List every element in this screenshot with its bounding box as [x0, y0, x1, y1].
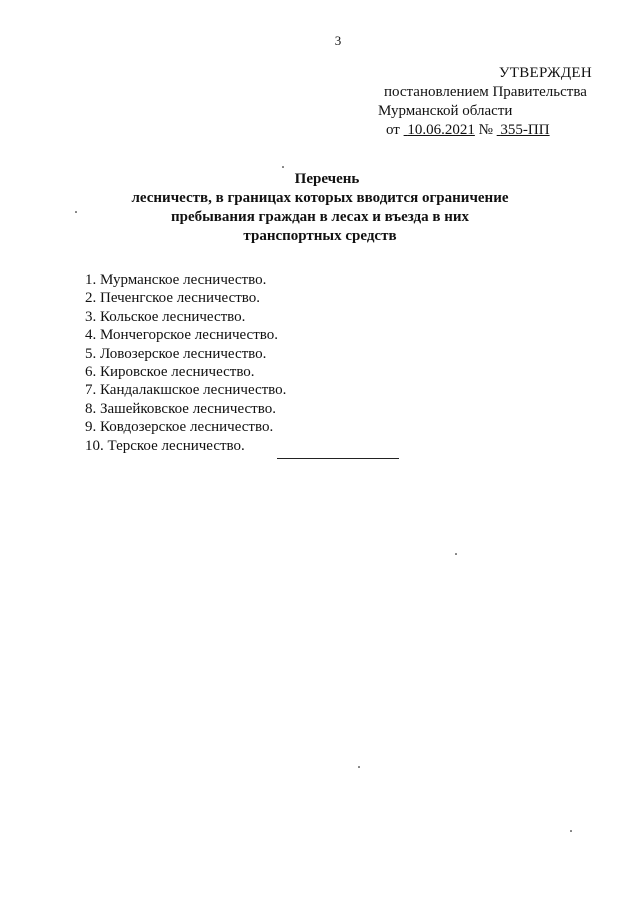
forestry-list [85, 271, 505, 455]
list-item: 6. Кировское лесничество. [85, 364, 255, 381]
list-item: 5. Ловозерское лесничество. [85, 345, 267, 362]
list-item: 3. Кольское лесничество. [85, 308, 246, 325]
scan-speck [455, 553, 457, 555]
scan-speck [358, 766, 360, 768]
page-number: 3 [334, 33, 342, 48]
approving-organization: Мурманской области [378, 103, 513, 119]
approved-by: постановлением Правительства [384, 84, 587, 100]
list-item: 4. Мончегорское лесничество. [85, 327, 278, 344]
document-title [0, 170, 640, 246]
date-prefix: от [386, 122, 400, 138]
approval-stamp-block [360, 64, 592, 140]
title-line: лесничеств, в границах которых вводится ограничение [131, 190, 509, 206]
list-item: 2. Печенгское лесничество. [85, 290, 261, 307]
number-sign: № [478, 122, 493, 138]
list-item: 1. Мурманское лесничество. [85, 272, 267, 288]
approved-label: УТВЕРЖДЕН [498, 65, 592, 81]
title-heading: Перечень [294, 171, 360, 187]
resolution-number: 355-ПП [500, 122, 550, 138]
scan-speck [282, 166, 284, 168]
resolution-date: 10.06.2021 [407, 122, 475, 138]
end-divider-line [277, 458, 399, 459]
scan-speck [75, 211, 77, 213]
list-item: 8. Зашейковское лесничество. [85, 400, 276, 417]
title-line: транспортных средств [243, 228, 397, 244]
title-line: пребывания граждан в лесах и въезда в них [170, 209, 470, 225]
list-item: 9. Ковдозерское лесничество. [85, 419, 274, 436]
scan-speck [570, 830, 572, 832]
resolution-reference [360, 121, 592, 140]
list-item: 7. Кандалакшское лесничество. [85, 382, 287, 399]
list-item: 10. Терское лесничество. [85, 437, 245, 454]
